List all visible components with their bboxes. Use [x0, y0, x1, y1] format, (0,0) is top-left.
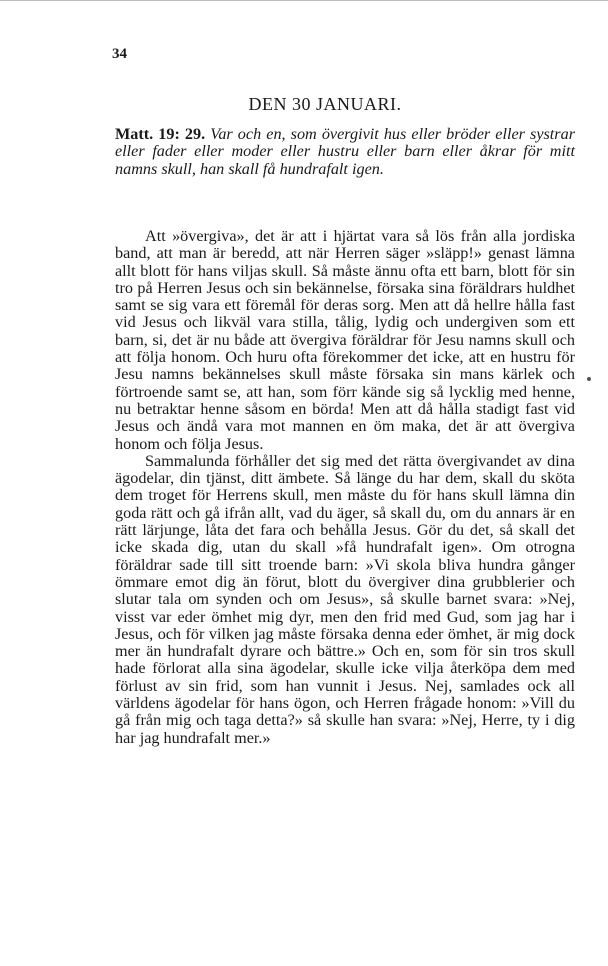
page-number: 34	[112, 46, 127, 62]
verse-text: Var och en, som övergivit hus eller bröder eller systrar eller fader eller moder eller hustru eller barn eller åkrar för mitt namns skull, han skall få hundrafalt igen.	[115, 125, 575, 178]
margin-speck	[587, 377, 591, 381]
devotional-text	[115, 228, 575, 747]
paragraph: Sammalunda förhåller det sig med det rätta övergivandet av dina ägodelar, din tjänst, ditt ämbete. Så länge du har dem, skall du sköta dem troget för Herrens skull, men måste du för hans skull lämna din goda rätt och gå ifrån allt, vad du äger, så skall du, om du annars är en rätt lärjunge, låta det fara och behålla Jesus. Gör du det, så skall det icke skada dig, utan du skall »få hundrafalt igen». Om otrogna föräldrar sade till sitt troende barn: »Vi skola bliva hundra gånger ömmare emot dig än förut, blott du övergiver dina grubblerier och slutar tala om synden och om Jesus», så skulle barnet svara: »Nej, visst var eder ömhet mig dyr, men den frid med Gud, som jag har i Jesus, och för vilken jag måste försaka denna eder ömhet, är mig dock mer än hundrafalt dyrare och bättre.» Och en, som för sin tros skull hade förlorat alla sina ägodelar, skulle icke vilja återköpa dem med förlust av sin frid, som han vunnit i Jesus. Nej, samlades ock all världens ägodelar för hans ögon, och Herren frågade honom: »Vill du gå från mig och taga detta?» så skulle han svara: »Nej, Herre, ty i dig har jag hundrafalt mer.»	[115, 451, 575, 747]
scan-edge	[0, 0, 608, 13]
verse-reference: Matt. 19: 29.	[115, 125, 206, 143]
page-heading: DEN 30 JANUARI.	[248, 94, 402, 114]
paragraph: Att »övergiva», det är att i hjärtat vara så lös från alla jordiska band, att man är beredd, att när Herren säger »släpp!» genast lämna allt blott för hans viljas skull. Så måste ännu ofta ett barn, blott för sin tro på Herren Jesus och sin bekännelse, försaka sina föräldrars huldhet samt se sig vara ett föremål för deras sorg. Men att då hellre hålla fast vid Jesus och likväl vara stilla, tålig, lydig och undergiven som ett barn, si, det är nu både att övergiva föräldrar för Jesu namns skull och att följa honom. Och huru ofta förekommer det icke, att en hustru för Jesu namns bekännelses skull måste försaka sin mans kärlek och förtroende samt se, att han, som förr kände sig så lycklig med henne, nu betraktar henne såsom en börda! Men att då hålla stadigt fast vid Jesus och ändå vara mot mannen en öm maka, det är att övergiva honom och följa Jesus.	[115, 227, 575, 453]
bible-verse	[115, 126, 575, 178]
